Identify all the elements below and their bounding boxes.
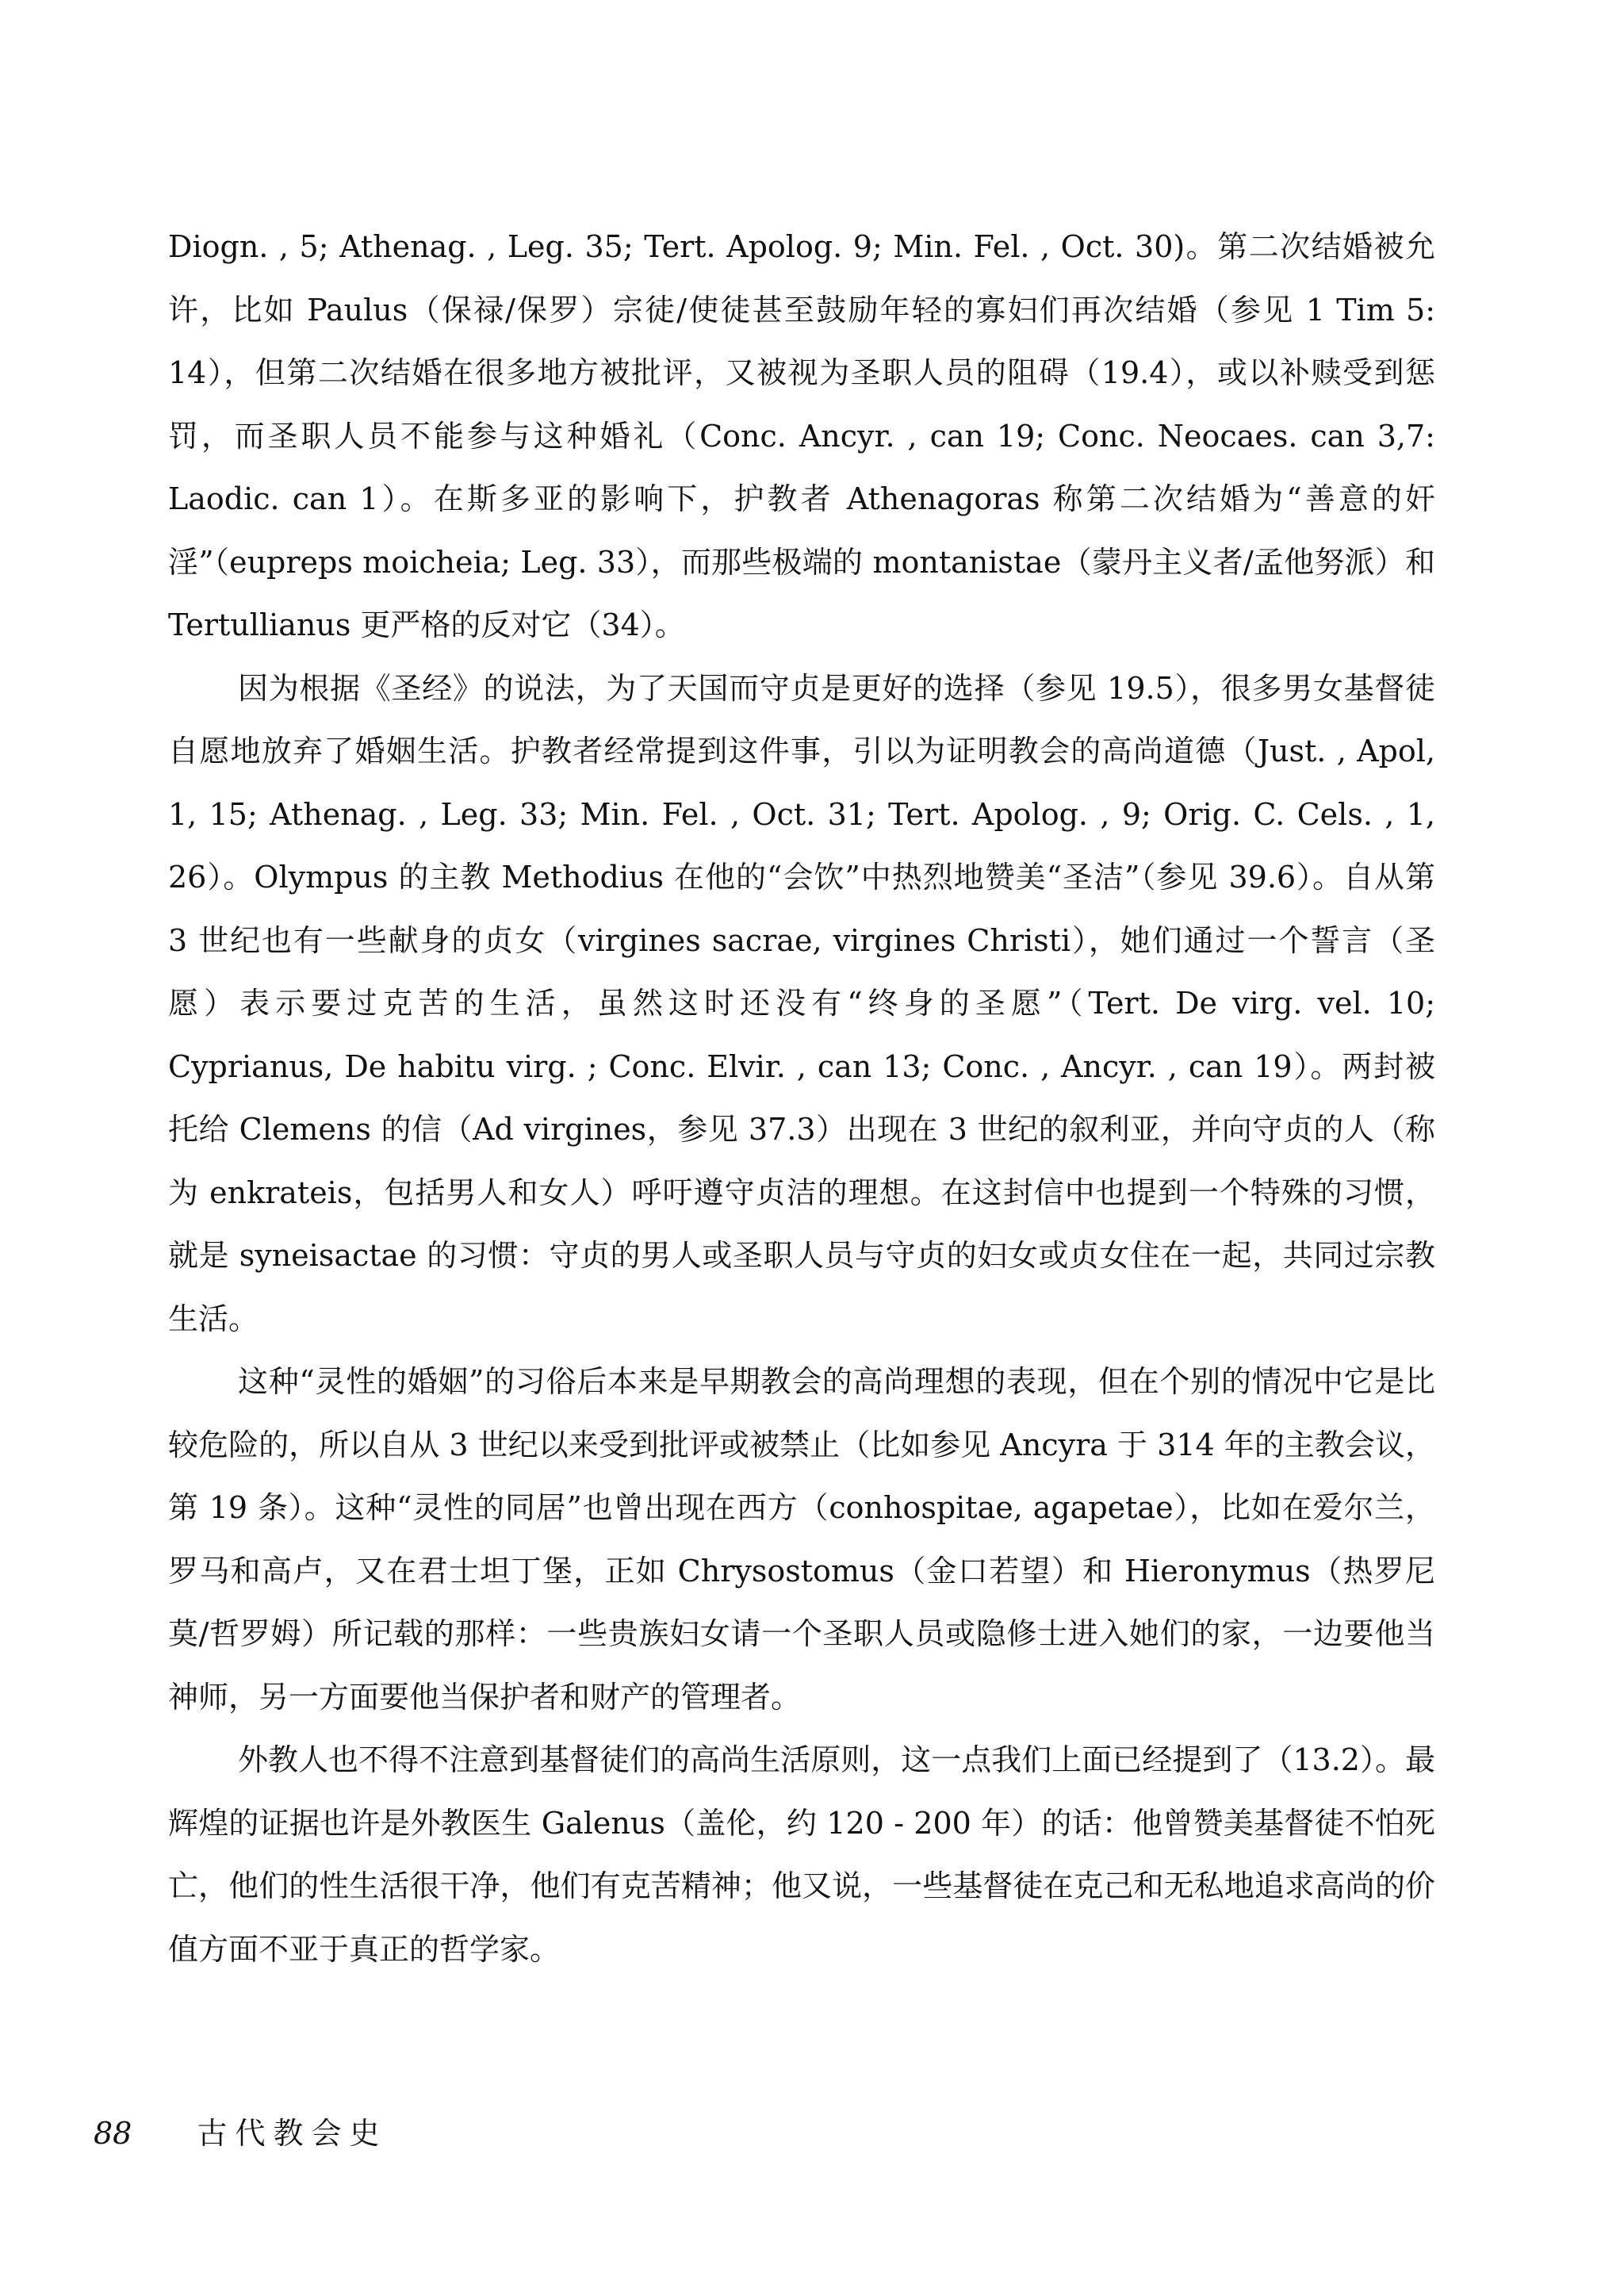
paragraph-continued: Diogn. , 5; Athenag. , Leg. 35; Tert. Apolog. 9; Min. Fel. , Oct. 30)。第二次结婚被允许，比如 Paulus（保禄/保罗）宗徒/使徒甚至鼓励年轻的寡妇们再次结婚（参见 1 Tim 5: 14），但第二次结婚在很多地方被批评，又被视为圣职人员的阻碍（19.4），或以补赎受到惩罚，而圣职人员不能参与这种婚礼（Conc. Ancyr. , can 19; Conc. Neocaes. can 3,7: Laodic. can 1）。在斯多亚的影响下，护教者 Athenagoras 称第二次结婚为“善意的奸淫”（eupreps moicheia; Leg. 33），而那些极端的 montanistae（蒙丹主义者/孟他努派）和 Tertullianus 更严格的反对它（34）。 <box>168 229 1435 642</box>
page-number: 88 <box>94 2116 132 2151</box>
paragraph-spiritual-marriage: 这种“灵性的婚姻”的习俗后本来是早期教会的高尚理想的表现，但在个别的情况中它是比较危险的，所以自从 3 世纪以来受到批评或被禁止（比如参见 Ancyra 于 314 年的主教会议，第 19 条）。这种“灵性的同居”也曾出现在西方（conhospitae, agapetae），比如在爱尔兰，罗马和高卢，又在君士坦丁堡，正如 Chrysostomus（金口若望）和 Hieronymus（热罗尼莫/哲罗姆）所记载的那样：一些贵族妇女请一个圣职人员或隐修士进入她们的家，一边要他当神师，另一方面要他当保护者和财产的管理者。 <box>168 1364 1435 1715</box>
paragraph-virginity: 因为根据《圣经》的说法，为了天国而守贞是更好的选择（参见 19.5），很多男女基督徒自愿地放弃了婚姻生活。护教者经常提到这件事，引以为证明教会的高尚道德（Just. , Apol, 1, 15; Athenag. , Leg. 33; Min. Fel. , Oct. 31; Tert. Apolog. , 9; Orig. C. Cels. , 1, 26）。Olympus 的主教 Methodius 在他的“会饮”中热烈地赞美“圣洁”（参见 39.6）。自从第 3 世纪也有一些献身的贞女（virgines sacrae, virgines Christi），她们通过一个誓言（圣愿）表示要过克苦的生活，虽然这时还没有“终身的圣愿”（Tert. De virg. vel. 10; Cyprianus, De habitu virg. ; Conc. Elvir. , can 13; Conc. , Ancyr. , can 19）。两封被托给 Clemens 的信（Ad virgines，参见 37.3）出现在 3 世纪的叙利亚，并向守贞的人（称为 enkrateis，包括男人和女人）呼吁遵守贞洁的理想。在这封信中也提到一个特殊的习惯，就是 syneisactae 的习惯：守贞的男人或圣职人员与守贞的妇女或贞女住在一起，共同过宗教生活。 <box>168 670 1435 1336</box>
paragraph-galenus: 外教人也不得不注意到基督徒们的高尚生活原则，这一点我们上面已经提到了（13.2）。最辉煌的证据也许是外教医生 Galenus（盖伦，约 120 - 200 年）的话：他曾赞美基督徒不怕死亡，他们的性生活很干净，他们有克苦精神；他又说，一些基督徒在克己和无私地追求高尚的价值方面不亚于真正的哲学家。 <box>168 1742 1435 1967</box>
page-footer <box>94 2113 387 2153</box>
running-title: 古代教会史 <box>197 2116 388 2151</box>
page-body <box>168 216 1435 1981</box>
